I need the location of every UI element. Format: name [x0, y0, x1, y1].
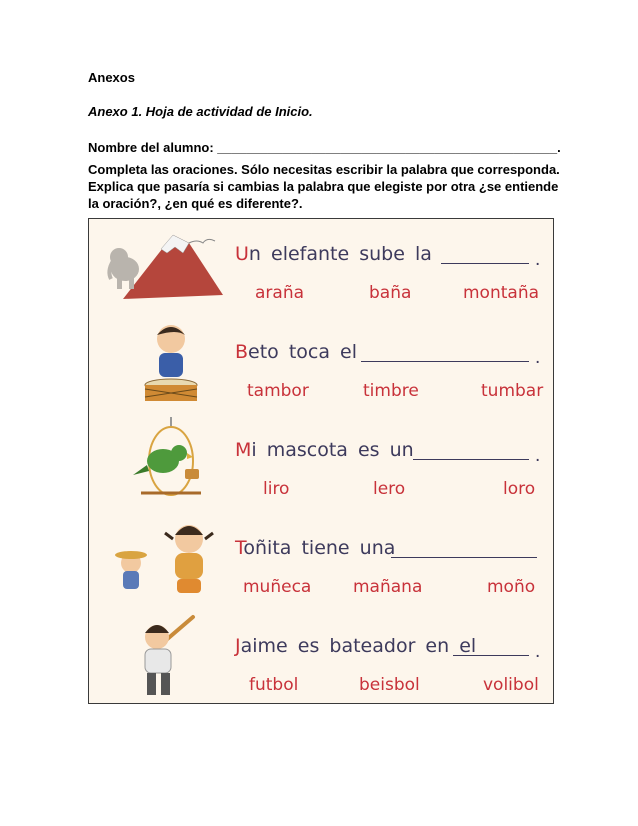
instructions	[88, 161, 558, 212]
option-word: montaña	[463, 283, 540, 303]
option-word: araña	[255, 283, 305, 303]
parrot-icon	[101, 417, 231, 505]
sentence-row	[89, 611, 553, 704]
sentence-row	[89, 415, 553, 512]
sentence-text: Un elefante sube la	[235, 243, 432, 265]
answer-blank	[413, 459, 529, 460]
sentence-row	[89, 317, 553, 414]
option-word: muñeca	[243, 577, 312, 597]
option-word: liro	[263, 479, 290, 499]
answer-blank	[441, 263, 529, 264]
sentence-text: Mi mascota es un	[235, 439, 414, 461]
option-word: tumbar	[481, 381, 544, 401]
answer-blank	[453, 655, 529, 656]
instruction-line: Completa las oraciones. Sólo necesitas escribir la palabra que corresponda.	[88, 162, 560, 177]
option-word: timbre	[363, 381, 419, 401]
sentence-row	[89, 219, 553, 316]
period-mark: .	[535, 249, 541, 270]
section-title: Anexos	[88, 70, 135, 85]
period-mark: .	[535, 445, 541, 466]
option-word: moño	[487, 577, 536, 597]
answer-blank	[361, 361, 529, 362]
sentence-row	[89, 513, 553, 610]
option-word: lero	[373, 479, 406, 499]
option-word: futbol	[249, 675, 299, 695]
boy-drum-icon	[101, 319, 231, 407]
boy-bat-icon	[101, 613, 231, 701]
option-word: tambor	[247, 381, 309, 401]
option-word: mañana	[353, 577, 423, 597]
worksheet-image	[88, 218, 554, 704]
sentence-text: Toñita tiene una	[235, 537, 396, 559]
option-word: loro	[503, 479, 536, 499]
elephant-mountain-icon	[101, 221, 231, 309]
instruction-line: la oración?, ¿en qué es diferente?.	[88, 196, 303, 211]
answer-blank	[391, 557, 537, 558]
sentence-text: Jaime es bateador en el	[235, 635, 477, 657]
period-mark: .	[535, 347, 541, 368]
period-mark: .	[535, 641, 541, 662]
girl-doll-icon	[101, 515, 231, 603]
sentence-text: Beto toca el	[235, 341, 358, 363]
instruction-line: Explica que pasaría si cambias la palabra que elegiste por otra ¿se entiende	[88, 179, 559, 194]
student-name-field: Nombre del alumno: _______________________________________________.	[88, 140, 561, 155]
option-word: beisbol	[359, 675, 420, 695]
option-word: volibol	[483, 675, 539, 695]
annex-title: Anexo 1. Hoja de actividad de Inicio.	[88, 104, 313, 119]
option-word: baña	[369, 283, 412, 303]
